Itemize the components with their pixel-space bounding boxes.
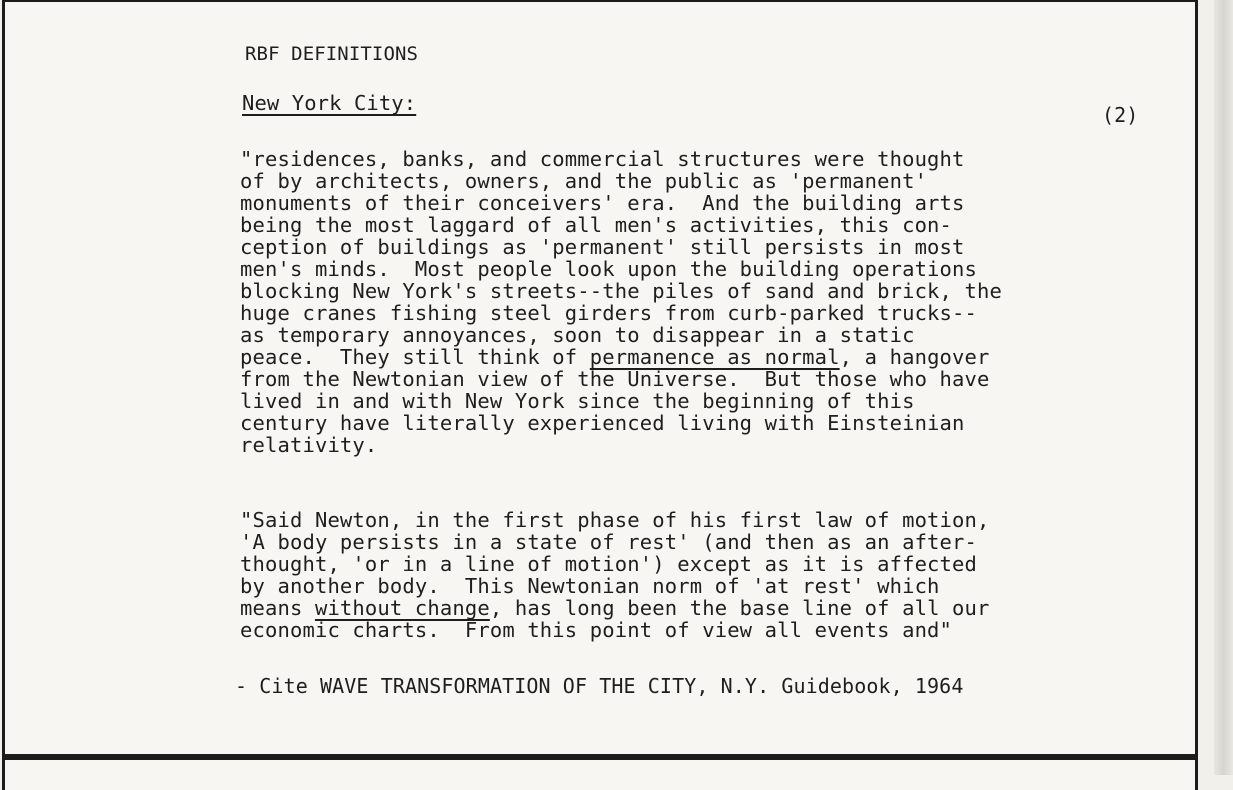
text-line <box>240 597 990 619</box>
next-index-card <box>2 757 1198 790</box>
citation: - Cite WAVE TRANSFORMATION OF THE CITY, N.Y. Guidebook, 1964 <box>235 674 964 698</box>
text-segment: peace. They still think of <box>240 345 590 369</box>
text-line: economic charts. From this point of view all events and" <box>240 618 953 642</box>
text-line: of by architects, owners, and the public as 'permanent' <box>240 169 928 193</box>
page-number: (2) <box>1102 103 1139 127</box>
quote-paragraph-1 <box>240 148 1002 456</box>
text-line: 'A body persists in a state of rest' (and then as an after- <box>240 530 978 554</box>
text-line: "Said Newton, in the first phase of his first law of motion, <box>240 508 990 532</box>
text-line: monuments of their conceivers' era. And the building arts <box>240 191 965 215</box>
text-line: as temporary annoyances, soon to disappear in a static <box>240 323 915 347</box>
underlined-phrase: permanence as normal <box>589 345 840 369</box>
text-segment: , has long been the base line of all our <box>489 596 990 620</box>
text-line: relativity. <box>240 433 378 457</box>
text-line: from the Newtonian view of the Universe. But those who have <box>240 367 990 391</box>
text-line <box>240 346 1002 368</box>
text-line: by another body. This Newtonian norm of 'at rest' which <box>240 574 940 598</box>
subject-title: New York City: <box>242 91 417 115</box>
underlined-phrase: without change <box>314 596 490 620</box>
text-segment: means <box>240 596 315 620</box>
text-line: thought, 'or in a line of motion') except as it is affected <box>240 552 978 576</box>
text-line: being the most laggard of all men's activities, this con- <box>240 213 953 237</box>
text-line: ception of buildings as 'permanent' still persists in most <box>240 235 965 259</box>
card-heading: RBF DEFINITIONS <box>245 43 419 65</box>
page-edge <box>1214 0 1233 775</box>
quote-paragraph-2 <box>240 509 990 641</box>
text-segment: , a hangover <box>839 345 990 369</box>
text-line: century have literally experienced living with Einsteinian <box>240 411 965 435</box>
text-line: huge cranes fishing steel girders from curb-parked trucks-- <box>240 301 978 325</box>
text-line: blocking New York's streets--the piles of sand and brick, the <box>240 279 1003 303</box>
text-line: lived in and with New York since the beginning of this <box>240 389 915 413</box>
index-card <box>2 0 1198 757</box>
text-line: men's minds. Most people look upon the building operations <box>240 257 978 281</box>
text-line: "residences, banks, and commercial structures were thought <box>240 147 965 171</box>
